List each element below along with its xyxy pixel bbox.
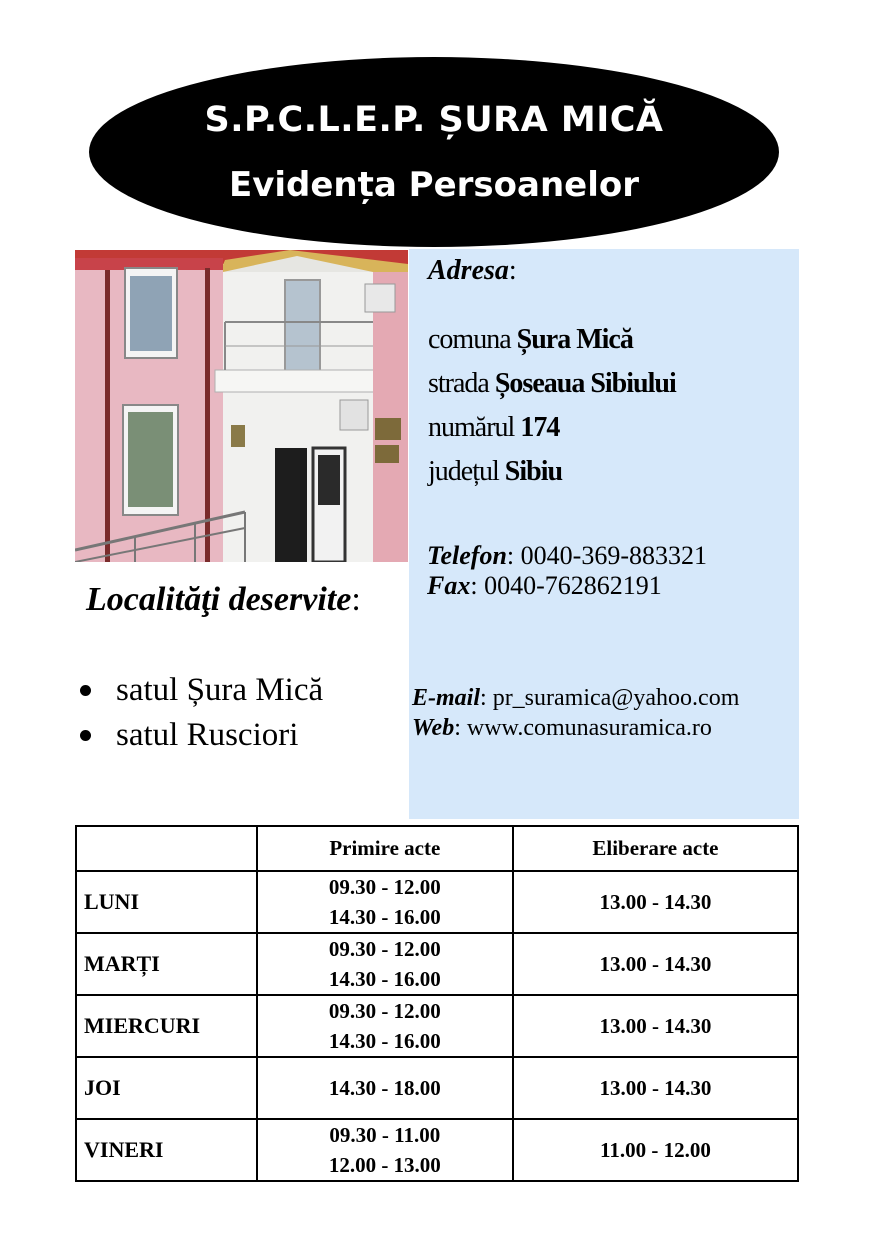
address-prefix: județul [428,456,505,487]
primire-cell [257,1119,513,1181]
bullet-icon [80,685,91,696]
address-value: Șoseaua Sibiului [494,368,676,399]
email-line: E-mail: pr_suramica@yahoo.com [412,685,740,711]
address-prefix: strada [428,368,495,399]
table-header-row [76,826,798,871]
table-row [76,1119,798,1181]
address-prefix: comuna [428,324,517,355]
primire-cell [257,933,513,995]
eliberare-cell: 13.00 - 14.30 [513,995,798,1057]
primire-slot: 09.30 - 12.00 [328,875,441,899]
localities-title: Localităţi deservite [86,581,352,618]
page-title: S.P.C.L.E.P. ȘURA MICĂ [204,99,664,140]
list-item [80,668,323,713]
address-label: Adresa [428,255,509,286]
localities-heading: Localităţi deservite: [86,581,361,618]
header-eliberare: Eliberare acte [513,826,798,871]
primire-slot: 14.30 - 16.00 [328,1029,441,1053]
address-label-line: Adresa: [428,255,517,286]
header-day [76,826,257,871]
primire-cell [257,1057,513,1119]
header-primire: Primire acte [257,826,513,871]
locality-name: satul Șura Mică [116,672,324,708]
day-cell: LUNI [76,871,257,933]
address-number [428,414,559,442]
primire-slot: 14.30 - 16.00 [328,905,441,929]
table-row [76,933,798,995]
primire-slot: 12.00 - 13.00 [328,1153,441,1177]
web-line: Web: www.comunasuramica.ro [412,715,712,741]
phone-line: Telefon: 0040-369-883321 [427,541,707,570]
primire-cell [257,871,513,933]
schedule-table [75,825,799,1182]
page-subtitle: Evidența Persoanelor [228,164,639,205]
day-cell: MARȚI [76,933,257,995]
eliberare-cell: 11.00 - 12.00 [513,1119,798,1181]
table-row [76,995,798,1057]
eliberare-cell: 13.00 - 14.30 [513,1057,798,1119]
primire-slot: 09.30 - 11.00 [329,1123,441,1147]
day-cell: MIERCURI [76,995,257,1057]
primire-slot: 14.30 - 18.00 [328,1076,441,1100]
day-cell: JOI [76,1057,257,1119]
eliberare-cell: 13.00 - 14.30 [513,871,798,933]
eliberare-cell: 13.00 - 14.30 [513,933,798,995]
phone-label: Telefon [427,541,507,570]
building-photo [75,250,408,562]
primire-slot: 14.30 - 16.00 [328,967,441,991]
day-cell: VINERI [76,1119,257,1181]
fax-label: Fax [427,571,471,600]
address-commune [428,326,633,354]
phone-number: 0040-369-883321 [520,541,707,570]
bullet-icon [80,730,91,741]
web-link[interactable]: www.comunasuramica.ro [466,715,712,741]
primire-slot: 09.30 - 12.00 [328,999,441,1023]
list-item [80,713,323,758]
locality-name: satul Rusciori [116,717,299,753]
fax-number: 0040-762862191 [484,571,662,600]
address-street [428,370,676,398]
address-value: Sibiu [504,456,563,487]
address-value: Șura Mică [516,324,633,355]
primire-slot: 09.30 - 12.00 [328,937,441,961]
email-label: E-mail [412,685,481,711]
localities-list [80,668,323,758]
address-prefix: numărul [428,412,521,443]
fax-line: Fax: 0040-762862191 [427,571,662,600]
web-label: Web [412,715,455,741]
primire-cell [257,995,513,1057]
contact-panel [409,249,799,819]
address-value: 174 [520,412,560,443]
table-row [76,871,798,933]
email-address[interactable]: pr_suramica@yahoo.com [492,685,740,711]
table-row [76,1057,798,1119]
title-banner [89,57,779,247]
address-county [428,458,562,486]
